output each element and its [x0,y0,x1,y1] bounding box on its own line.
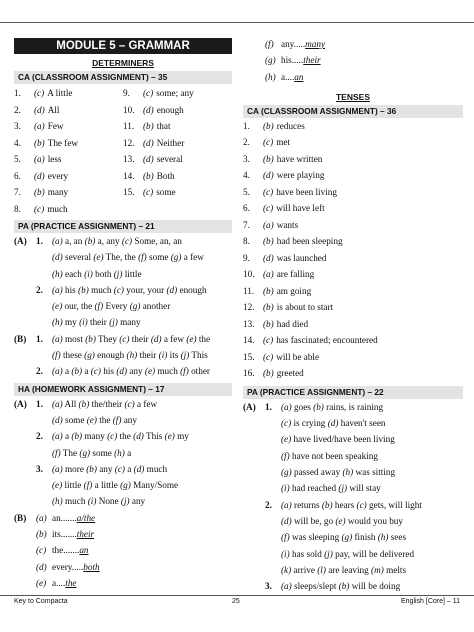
answer-text: have written [276,153,323,164]
answer-text: (a) a (b) many (c) the (d) This (e) my [52,431,189,442]
tenses-heading: TENSES [335,91,370,102]
answer-text: (a) returns (b) hears (c) gets, will light [281,499,422,510]
answer-item [123,85,232,102]
item-number: 1. [243,120,250,131]
answer-text: wants [276,219,299,230]
answer-item [243,167,463,184]
question-number: 1. [265,401,272,412]
left-column [14,36,232,591]
answer-text: less [47,154,62,164]
answer-line [14,363,232,379]
answer-item [14,184,123,201]
answer-text: (d) several (e) The, the (f) some (g) a few [52,252,204,263]
answer-text: (f) these (g) enough (h) their (i) its (j) This [52,350,208,361]
answer-text: many [305,39,326,49]
answer-text: enough [156,104,184,115]
pa21-heading: PA (PRACTICE ASSIGNMENT) – 21 [14,220,232,233]
answer-text: The few [47,137,79,148]
blank-text: a.... [52,577,66,588]
option-letter: (a) [36,512,47,523]
item-number: 10. [123,104,135,115]
option-letter: (b) [143,121,154,131]
answer-line [243,415,463,431]
answer-line [243,431,463,447]
answer-line [14,396,232,412]
option-letter: (b) [34,137,45,148]
answer-item [243,118,463,135]
item-number: 15. [123,187,135,197]
answer-text: Neither [156,137,185,148]
answer-text: the [65,577,77,588]
option-letter: (c) [263,137,274,148]
option-letter: (d) [263,170,274,181]
answer-item [243,151,463,168]
answer-text: (e) have lived/have been living [281,434,395,445]
answer-line [243,562,463,578]
pa22-answers [243,399,463,595]
item-number: 8. [243,236,250,247]
question-number: 2. [36,366,43,377]
answer-text: (a) goes (b) rains, is raining [281,401,384,412]
answer-text: both [83,561,100,572]
option-letter: (c) [143,88,154,98]
answer-text: were playing [276,170,325,181]
answer-line [14,249,232,265]
option-letter: (b) [263,318,274,329]
item-number: 16. [243,368,255,379]
blank-text: every..... [52,561,84,572]
section-label: (A) [14,398,27,409]
answer-item [243,316,463,333]
answer-text: will be able [276,351,320,362]
item-number: 3. [243,153,250,164]
option-letter: (c) [34,88,45,98]
answer-text: their [303,55,321,66]
answer-item [243,299,463,316]
answer-line [14,233,232,249]
fill-in-item [14,510,232,526]
answer-text: (h) my (i) their (j) many [52,317,141,328]
blank-text: any..... [281,39,306,49]
answer-text: is about to start [276,302,334,313]
answer-text: every [47,170,69,181]
answer-item [123,201,232,218]
question-number: 1. [36,333,43,344]
answer-item [14,135,123,152]
item-number: 9. [243,252,250,263]
footer-left: Key to Compacta [14,598,68,605]
ha17-answers [14,396,232,510]
answer-text: will have left [276,203,325,214]
answer-line [243,497,463,513]
question-number: 1. [36,398,43,409]
answer-line [14,331,232,347]
item-number: 13. [243,318,255,329]
question-number: 2. [36,431,43,442]
answer-item [14,168,123,185]
option-letter: (c) [263,203,274,214]
option-letter: (d) [263,252,274,263]
answer-line [14,428,232,444]
question-number: 1. [36,236,43,246]
option-letter: (g) [265,55,276,66]
answer-line [14,282,232,298]
item-number: 12. [123,137,135,148]
item-number: 9. [123,88,130,98]
answer-text: (a) most (b) They (c) their (d) a few (e) the [52,333,211,344]
option-letter: (d) [34,104,45,115]
option-letter: (e) [36,577,47,588]
ca35-heading: CA (CLASSROOM ASSIGNMENT) – 35 [14,71,232,84]
module-title: MODULE 5 – GRAMMAR [14,38,232,54]
option-letter: (b) [263,236,274,247]
answer-text: are falling [276,269,315,280]
answer-text: (k) arrive (l) are leaving (m) melts [281,564,407,575]
section-label: (A) [243,401,256,412]
option-letter: (f) [265,39,274,49]
answer-item [14,102,123,119]
answer-text: many [47,187,69,197]
item-number: 14. [123,170,135,181]
option-letter: (c) [263,186,274,197]
answer-text: met [276,137,290,148]
pa22-heading: PA (PRACTICE ASSIGNMENT) – 22 [243,386,463,399]
option-letter: (d) [34,170,45,181]
option-letter: (d) [143,154,154,164]
answer-item [243,184,463,201]
option-letter: (b) [263,368,274,379]
answer-line [243,399,463,415]
option-letter: (d) [143,104,154,115]
item-number: 11. [243,285,255,296]
answer-text: was launched [276,252,327,263]
ca36-answers [243,118,463,382]
answer-line [243,480,463,496]
option-letter: (a) [263,269,274,280]
section-label: (B) [14,512,27,523]
answer-text: several [156,154,183,164]
answer-line [243,448,463,464]
answer-item [123,102,232,119]
answer-text: (a) All (b) the/their (c) a few [52,398,158,409]
answer-text: (h) each (i) both (j) little [52,268,142,279]
option-letter: (c) [36,545,47,556]
answer-item [243,349,463,366]
ca35-answers [14,85,232,217]
answer-text: (a) sleeps/slept (b) will be doing [281,581,401,592]
answer-text: reduces [276,120,305,131]
answer-line [14,266,232,282]
question-number: 3. [36,463,43,474]
answer-line [14,477,232,493]
option-letter: (d) [143,137,154,148]
answer-text: (a) more (b) any (c) a (d) much [52,463,168,474]
answer-item [243,332,463,349]
answer-line [243,464,463,480]
answer-text: had died [276,318,309,329]
item-number: 11. [123,121,135,131]
answer-text: (g) passed away (h) was sitting [281,467,396,478]
answer-text: All [47,104,60,115]
item-number: 1. [14,88,21,98]
answer-text: (c) is crying (d) haven't seen [281,418,386,429]
answer-text: some; any [156,88,194,98]
answer-line [243,529,463,545]
section-label: (B) [14,333,27,344]
answer-text: a/the [76,512,96,523]
answer-text: greeted [276,368,304,379]
answer-text: have been living [276,186,337,197]
ha17-heading: HA (HOMEWORK ASSIGNMENT) – 17 [14,383,232,396]
option-letter: (b) [263,302,274,313]
option-letter: (a) [34,154,45,164]
fill-in-item [243,52,463,68]
option-letter: (c) [263,351,274,362]
answer-text: (e) little (f) a little (g) Many/Some [52,480,179,491]
answer-text: (f) have not been speaking [281,450,378,461]
section-label: (A) [14,236,27,246]
option-letter: (b) [263,153,274,164]
item-number: 6. [243,203,250,214]
answer-text: (a) a (b) a (c) his (d) any (e) much (f) other [52,366,210,377]
item-number: 4. [14,137,21,148]
blank-text: a.... [281,71,295,82]
item-number: 5. [243,186,250,197]
top-rule [0,22,474,23]
answer-text: (d) some (e) the (f) any [52,414,137,425]
answer-item [243,283,463,300]
answer-text: (a) his (b) much (c) your, your (d) enough [52,284,207,295]
answer-text: am going [276,285,312,296]
option-letter: (b) [263,285,274,296]
answer-text: (e) our, the (f) Every (g) another [52,301,171,312]
answer-text: (a) a, an (b) a, any (c) Some, an, an [52,236,182,246]
answer-line [243,578,463,594]
answer-line [14,461,232,477]
answer-line [14,347,232,363]
fill-in-item [14,559,232,575]
answer-text: some [156,187,176,197]
answer-item [243,233,463,250]
answer-text: that [156,121,171,131]
page-footer [0,596,474,610]
answer-text: has fascinated; encountered [276,335,378,346]
answer-item [243,217,463,234]
fill-in-item [243,36,463,52]
item-number: 2. [14,104,21,115]
option-letter: (c) [34,203,45,214]
answer-line [14,412,232,428]
item-number: 10. [243,269,255,280]
answer-item [243,134,463,151]
ha17-b-answers [14,510,232,591]
ha17-b-continued [243,36,463,85]
answer-item [123,151,232,168]
item-number: 12. [243,302,255,313]
item-number: 13. [123,154,135,164]
answer-text: Both [156,170,175,181]
answer-item [123,135,232,152]
answer-line [14,298,232,314]
answer-item [14,85,123,102]
answer-text: much [47,203,68,214]
item-number: 15. [243,351,255,362]
answer-item [243,250,463,267]
item-number: 14. [243,335,255,346]
pa21-answers [14,233,232,380]
answer-item [14,201,123,218]
item-number: 4. [243,170,250,181]
item-number: 7. [243,219,250,230]
answer-text: (f) The (g) some (h) a [52,447,132,458]
answer-text: (h) much (i) None (j) any [52,496,146,507]
answer-text: (d) will be, go (e) would you buy [281,515,403,526]
option-letter: (c) [263,335,274,346]
answer-item [243,266,463,283]
answer-line [14,314,232,330]
answer-text: (f) was sleeping (g) finish (h) sees [281,532,407,543]
option-letter: (a) [263,219,274,230]
answer-item [14,118,123,135]
answer-item [14,151,123,168]
answer-text: had been sleeping [276,236,343,247]
right-column [243,36,463,594]
footer-right: English [Core] – 11 [400,598,460,605]
answer-line [243,513,463,529]
ca36-heading: CA (CLASSROOM ASSIGNMENT) – 36 [243,105,463,118]
blank-text: its....... [52,529,77,540]
question-number: 2. [36,284,43,295]
fill-in-item [243,69,463,85]
answer-text: an [294,71,304,82]
item-number: 3. [14,121,21,131]
answer-item [243,365,463,382]
question-number: 2. [265,499,272,510]
option-letter: (b) [143,170,154,181]
answer-item [123,168,232,185]
option-letter: (h) [265,71,276,82]
determiners-heading: DETERMINERS [92,58,154,68]
fill-in-item [14,575,232,591]
option-letter: (d) [36,561,47,572]
item-number: 8. [14,203,21,214]
question-number: 3. [265,581,272,592]
answer-line [243,546,463,562]
blank-text: an....... [52,512,77,523]
answer-text: Few [47,121,64,131]
blank-text: the....... [52,545,80,556]
option-letter: (a) [34,121,45,131]
answer-text: (i) had reached (j) will stay [281,483,381,494]
option-letter: (c) [143,187,154,197]
option-letter: (b) [34,187,45,197]
item-number: 5. [14,154,21,164]
answer-text: A little [47,88,73,98]
fill-in-item [14,542,232,558]
answer-line [14,445,232,461]
blank-text: his..... [281,55,304,66]
option-letter: (b) [263,120,274,131]
fill-in-item [14,526,232,542]
page-number: 25 [232,598,240,605]
answer-text: (i) has sold (j) pay, will be delivered [281,548,415,559]
item-number: 7. [14,187,21,197]
answer-line [14,493,232,509]
answer-item [123,118,232,135]
answer-item [243,200,463,217]
item-number: 6. [14,170,21,181]
answer-text: their [76,529,95,540]
item-number: 2. [243,137,250,148]
answer-item [123,184,232,201]
answer-text: an [79,545,89,556]
option-letter: (b) [36,529,47,540]
